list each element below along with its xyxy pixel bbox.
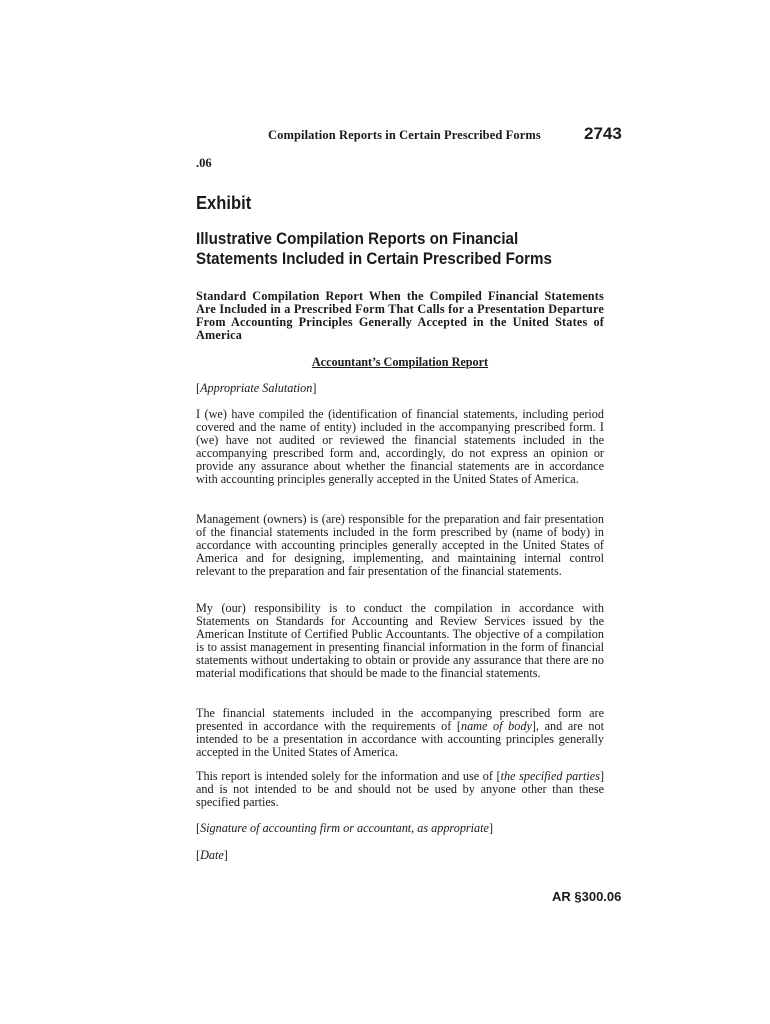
- paragraph-1: I (we) have compiled the (identification of financial statements, including period covered and the name of entity) included in the accompanying prescribed form. I (we) have not audited or reviewed the financial statements included in the accompanying prescribed form and, accordingly, do not express an opinion or provide any assurance about whether the financial statements are in accordance with accounting principles generally accepted in the United States of America.: [196, 407, 604, 487]
- paragraph-5-parties: the specified parties: [500, 769, 600, 783]
- exhibit-subtitle: Standard Compilation Report When the Compiled Financial Statements Are Included in a Prescribed Form That Calls for a Presentation Departure From Accounting Principles Generally Accepted in the United States of America: [196, 289, 604, 343]
- paragraph-2: Management (owners) is (are) responsible for the preparation and fair presentation of the financial statements included in the form prescribed by (name of body) in accordance with accounting principles generally accepted in the United States of America and for designing, implementing, and maintaining internal control relevant to the preparation and fair presentation of the financial statements.: [196, 512, 604, 579]
- signature-text: Signature of accounting firm or accountant, as appropriate: [200, 821, 489, 835]
- date-text: Date: [200, 848, 224, 862]
- paragraph-4-end: ], and are not intended to be a presentation in accordance with accounting principles generally accepted in the United States of America.: [196, 719, 604, 760]
- paragraph-5-start: This report is intended solely for the information and use of [: [196, 769, 501, 783]
- running-head: Compilation Reports in Certain Prescribed Forms: [268, 128, 541, 142]
- date-line: [Date]: [196, 848, 228, 862]
- signature-line: [Signature of accounting firm or accountant, as appropriate]: [196, 821, 493, 835]
- exhibit-title: Illustrative Compilation Reports on Financial Statements Included in Certain Prescribed Forms: [196, 230, 552, 268]
- paragraph-4: [196, 707, 604, 759]
- paragraph-3: My (our) responsibility is to conduct the compilation in accordance with Statements on Standards for Accounting and Review Services issued by the American Institute of Certified Public Accountants. The objective of a compilation is to assist management in presenting financial information in the form of financial statements without undertaking to obtain or provide any assurance that there are no material modifications that should be made to the financial statements.: [196, 601, 604, 681]
- salutation: [Appropriate Salutation]: [196, 381, 317, 395]
- paragraph-5: [196, 770, 604, 809]
- section-id: .06: [196, 156, 212, 170]
- report-heading: Accountant’s Compilation Report: [311, 355, 489, 369]
- paragraph-4-body-name: name of body: [460, 719, 532, 734]
- page-number: 2743: [584, 124, 622, 143]
- footer-reference: AR §300.06: [552, 889, 622, 904]
- paragraph-5-end: ] and is not intended to be and should not be used by anyone other than these specified parties.: [196, 769, 604, 810]
- exhibit-label: Exhibit: [196, 193, 252, 213]
- paragraph-4-start: The financial statements included in the accompanying prescribed form are presented in accordance with the requirements of [: [196, 706, 604, 734]
- salutation-text: Appropriate Salutation: [200, 381, 313, 395]
